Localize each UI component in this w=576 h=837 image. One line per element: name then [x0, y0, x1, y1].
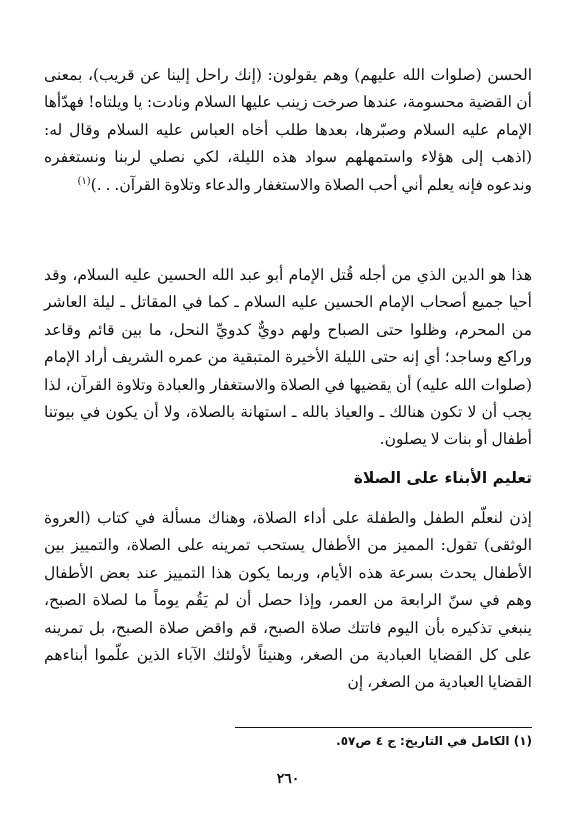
paragraph-1 [44, 62, 532, 199]
section-heading: تعليم الأبناء على الصلاة [353, 469, 532, 487]
paragraph-1-text: الحسن (صلوات الله عليهم) وهم يقولون: (إنك راحل إلينا عن قريب)، بمعنى أن القضية محسومة، عندها صرخت زينب عليها السلام ونادت: يا ويلتاه! فهدّأها الإمام عليه السلام وصبّرها، بعدها طلب أخاه العباس عليه السلام وقال له: (اذهب إلى هؤلاء واستمهلهم سواد هذه الليلة، لكي نصلي لربنا ونستغفره وندعوه فإنه يعلم أني أحب الصلاة والاستغفار والدعاء وتلاوة القرآن. . .) [44, 66, 533, 194]
paragraph-3-text: إذن لنعلّم الطفل والطفلة على أداء الصلاة، وهناك مسألة في كتاب (العروة الوثقى) تقول: المميز من الأطفال يستحب تمرينه على الصلاة، والتمييز بين الأطفال يحدث بسرعة هذه الأيام، وربما يكون هذا التمييز عند بعض الأطفال وهم في سنّ الرابعة من العمر، وإذا حصل أن لم يَقُم يوماً ما لصلاة الصبح، ينبغي تذكيره بأن اليوم فاتتك صلاة الصبح، قم واقض صلاة الصبح، بل تمرينه على كل القضايا العبادية من الصغر، وهنيئاً لأولئك الآباء الذين علّموا أبناءهم القضايا العبادية من الصغر، إن [44, 509, 532, 692]
footnote: (١) الكامل في التاريخ: ج ٤ ص٥٧. [336, 734, 532, 748]
page-number: ٢٦٠ [276, 771, 300, 787]
paragraph-3 [44, 505, 532, 697]
footnote-divider [235, 727, 532, 728]
paragraph-2 [44, 262, 532, 454]
paragraph-2-text: هذا هو الدين الذي من أجله قُتل الإمام أبو عبد الله الحسين عليه السلام، وقد أحيا جميع أصحاب الإمام الحسين عليه السلام ـ كما في المقاتل ـ ليلة العاشر من المحرم، وظلوا حتى الصباح ولهم دويٌّ كدويِّ النحل، ما بين قائم وقاعد وراكع وساجد؛ أي إنه حتى الليلة الأخيرة المتبقية من عمره الشريف أراد الإمام (صلوات الله عليه) أن يقضيها في الصلاة والاستغفار والعبادة وتلاوة القرآن، لذا يجب أن لا تكون هنالك ـ والعياذ بالله ـ استهانة بالصلاة، ولا أن يكون في بيوتنا أطفال أو بنات لا يصلون. [44, 266, 532, 449]
footnote-reference: (١) [77, 175, 91, 187]
